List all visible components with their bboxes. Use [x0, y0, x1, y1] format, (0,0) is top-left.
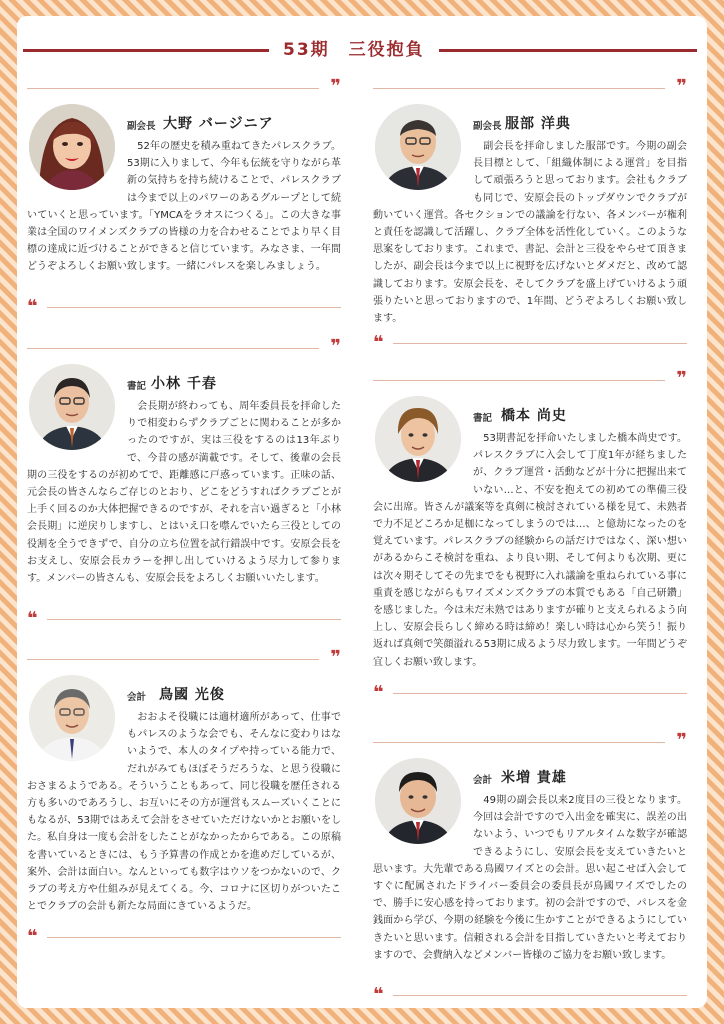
quote-close-icon: ❞ [330, 336, 341, 357]
officer-name: 小林 千春 [151, 376, 217, 392]
divider-line [47, 307, 341, 308]
divider-line [373, 380, 665, 381]
officer-role: 会計 [473, 775, 493, 786]
officer-card-treasurer-torikuni [27, 647, 341, 947]
officer-role: 書記 [127, 381, 147, 392]
page-header [17, 38, 707, 62]
divider-line [373, 88, 665, 89]
officer-name: 鳥國 光俊 [159, 687, 225, 703]
quote-close-icon: ❞ [330, 76, 341, 97]
officer-name: 大野 バージニア [163, 116, 274, 132]
quote-open-icon: ❝ [27, 608, 38, 629]
divider-line [27, 348, 319, 349]
officer-role: 会計 [127, 692, 147, 703]
officer-name: 米増 貴雄 [501, 770, 567, 786]
officer-role: 書記 [473, 413, 493, 424]
page-title: 53期 三役抱負 [269, 38, 439, 62]
officer-card-secretary-kobayashi [27, 336, 341, 629]
divider-line [373, 742, 665, 743]
quote-open-icon: ❝ [27, 296, 38, 317]
officer-card-secretary-hashimoto [373, 368, 687, 703]
divider-line [27, 659, 319, 660]
officer-card-vice-president-ono [27, 76, 341, 317]
officer-message: 会長期が終わっても、周年委員長を拝命したりで相変わらずクラブごとに関わることが多かったのですが、実は三役をするのは13年ぶりで、今昔の感が満載です。そして、後輩の会長期の三役をするのが初めてで、距離感に戸惑っています。正味の話、元会長の皆さんならご存じのとおり、どこをどうすればクラブごとが上手く回るのか大体把握できるのですが、それを言い過ぎると「小林会長期」に逆戻りしますし、とはいえ口を噤んでいたら三役としての役割を全うできずで、自分の立ち位置を試行錯誤中です。安原会長をお支えし、安原会長カラーを押し出していけるよう尽力して参ります。メンバーの皆さんも、安原会長をよろしくお願いいたします。 [27, 401, 341, 585]
officer-message: おおよそ役職には適材適所があって、仕事でもパレスのような会でも、そんなに変わりはないようで、本人のタイプや持っている能力で、だれがみてもほぼそうだろうな、と思う役職におさまるようである。そういうこともあって、同じ役職を歴任される方も多いのであろうし、お互いにその方が運営もスムーズいくことにもなるが、53期ではあえて会計をさせていただけないかとお願いをした。私自身は一度も会計をしたことがなかったからである。この原稿を書いているときには、もう予算書の作成とかを進めだしているが、案外、会計は面白い。なんといっても数字はウソをつかないので、クラブの考え方や仕組みが見えてくる。今、コロナに区切りがついたことでクラブの会計も新たな局面にきているようだ。 [27, 712, 341, 913]
officer-message: 副会長を拝命しました服部です。今期の副会長目標として、「組織体制による運営」を目指して頑張ろうと思っております。会社もクラブも同じで、安原会長のトップダウンでクラブが動いていく運営。各セクションでの議論を行ない、各メンバーが権利と責任を認識して活躍し、クラブ全体を活性化していく。このような思案をしております。これまで、書記、会計と三役をやらせて頂きましたが、副会長は今まで以上に視野を広げないとダメだと、改めて認識しております。安原会長を、そしてクラブを盛上げていけるよう頑張りたいと思っておりますので、1年間、どうぞよろしくお願い致します。 [373, 141, 687, 325]
quote-open-icon: ❝ [27, 926, 38, 947]
divider-line [393, 693, 687, 694]
divider-line [393, 343, 687, 344]
officer-card-vice-president-hattori [373, 76, 687, 353]
officer-role: 副会長 [473, 121, 502, 132]
officer-name: 橋本 尚史 [501, 408, 567, 424]
officer-message: 52年の歴史を積み重ねてきたパレスクラブ。53期に入りまして、今年も伝統を守りながら革新の気持ちを持ち続けることで、パレスクラブは今まで以上のパワーのあるグループとして続いていくと思っています。「YMCAをラオスにつくる」。この大きな事業は全国のワイメンズクラブの皆様の力を合わせることでより早く目標の達成に近づけることができると信じています。みなさま、一年間どうぞよろしくお願い致します。一緒にパレスを楽しみましょう。 [27, 141, 341, 273]
officer-card-treasurer-yonemasu [373, 730, 687, 1005]
page-panel [17, 16, 707, 1008]
divider-line [393, 995, 687, 996]
quote-close-icon: ❞ [676, 730, 687, 751]
officer-name: 服部 洋典 [505, 116, 571, 132]
quote-close-icon: ❞ [676, 76, 687, 97]
quote-close-icon: ❞ [676, 368, 687, 389]
divider-line [47, 619, 341, 620]
quote-open-icon: ❝ [373, 682, 384, 703]
divider-line [47, 937, 341, 938]
officer-message: 49期の副会長以来2度目の三役となります。今回は会計ですので入出金を確実に、誤差の出ないよう、いつでもリアルタイムな数字が確認できるようにし、安原会長を支えていきたいと思います。大先輩である鳥國ワイズとの会計。思い起こせば入会してすぐに配属されたドライバー委員会の委員長が鳥國ワイズでしたので、勝手に安心感を持っております。初の会計ですので、パレスを金銭面から学び、今期の経験を今後に生かすことができるようにしていきたいと思います。信頼される会計を目指していきたいと考えておりますので、会費納入などメンバー皆様のご協力をお願い致します。 [373, 795, 687, 961]
officer-message: 53期書記を拝命いたしました橋本尚史です。パレスクラブに入会して丁度1年が経ちましたが、クラブ運営・活動などが十分に把握出来ていない…と、不安を抱えての初めての準備三役会に出席。皆さんが議案等を真剣に検討されている様を見て、未熟者で力不足どころか足枷になってしまうのでは…、と億劫になったのを覚えています。パレスクラブの経験からの話だけではなく、深い想いがあるからこそ検討を重ね、より良い期、そして何よりも次期、更には次々期そしてその先までをも視野に入れ議論を重ねられている事に重責を感じながらもワイズメンズクラブの本質でもある「自己研鑽」を感じました。今は未だ未熟ではありますが確りと支えられるよう向上し、安原会長らしく締める時は締め！楽しい時は心から笑う！振り返れば真剣で笑顔溢れる53期に成るよう尽力致します。一年間どうぞ宜しくお願い致します。 [373, 433, 687, 668]
officer-role: 副会長 [127, 121, 156, 132]
quote-close-icon: ❞ [330, 647, 341, 668]
divider-line [27, 88, 319, 89]
quote-open-icon: ❝ [373, 332, 384, 353]
quote-open-icon: ❝ [373, 984, 384, 1005]
